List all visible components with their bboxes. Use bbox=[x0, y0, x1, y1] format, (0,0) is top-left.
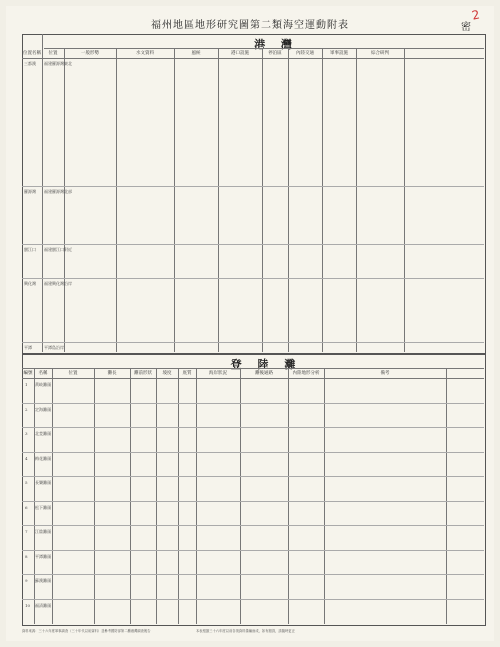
landing-row-no: 7 bbox=[25, 529, 28, 534]
document-title: 福州地區地形研究圖第二類海空運動附表 bbox=[151, 20, 349, 31]
landing-col-divider bbox=[288, 368, 289, 624]
red-stamp-mark: 2 bbox=[470, 7, 482, 23]
landing-row-divider bbox=[22, 574, 484, 575]
landing-row-name: 江陰灘頭 bbox=[35, 529, 51, 534]
landing-row-no: 5 bbox=[25, 480, 28, 485]
harbor-col-divider bbox=[262, 48, 263, 352]
harbor-table bbox=[22, 34, 486, 354]
harbor-col-divider bbox=[174, 48, 175, 352]
harbor-row-name: 閩江口 bbox=[24, 247, 36, 252]
landing-row-no: 6 bbox=[25, 504, 28, 510]
footer-note-right: 本表根據三十六年度以前各項資料彙編而成，如有錯誤，請隨時更正 bbox=[196, 629, 295, 633]
harbor-row-name: 平潭 bbox=[24, 345, 32, 350]
landing-col-header: 灘長 bbox=[107, 371, 117, 376]
landing-row-no: 2 bbox=[25, 406, 28, 412]
harbor-col-divider bbox=[288, 48, 289, 352]
landing-row-divider bbox=[22, 452, 484, 453]
landing-col-header: 內陸地形分析 bbox=[292, 371, 320, 376]
landing-col-header: 海岸狀況 bbox=[209, 371, 227, 376]
harbor-col-header: 一般形勢 bbox=[81, 51, 99, 56]
landing-col-divider bbox=[324, 368, 325, 624]
landing-row-name: 平潭灘頭 bbox=[35, 553, 51, 559]
landing-col-divider bbox=[94, 368, 95, 624]
landing-col-header: 灘後通路 bbox=[255, 371, 273, 376]
harbor-row-divider bbox=[22, 278, 484, 279]
harbor-row-location: 平潭島沿岸 bbox=[44, 345, 64, 350]
document-sheet bbox=[6, 6, 494, 641]
harbor-col-divider bbox=[42, 48, 43, 352]
landing-row-divider bbox=[22, 403, 484, 404]
harbor-row-location: 福建閩江口附近 bbox=[44, 247, 72, 252]
landing-row-name: 蘇澳灘頭 bbox=[35, 578, 51, 583]
harbor-col-header: 位置 bbox=[48, 51, 58, 56]
harbor-col-divider bbox=[404, 48, 405, 352]
harbor-col-divider bbox=[42, 34, 43, 48]
landing-row-name: 松下灘頭 bbox=[35, 504, 51, 510]
landing-row-name: 黃岐灘頭 bbox=[35, 382, 51, 387]
landing-row-name: 北茭灘頭 bbox=[35, 431, 51, 436]
harbor-row-divider bbox=[22, 186, 484, 187]
landing-row-divider bbox=[22, 427, 484, 428]
harbor-row-location: 福建興化灣沿岸 bbox=[44, 281, 72, 286]
landing-col-divider bbox=[156, 368, 157, 624]
harbor-row-location: 福建羅源灣北部 bbox=[44, 189, 72, 194]
landing-row-divider bbox=[22, 476, 484, 477]
landing-col-divider bbox=[130, 368, 131, 624]
harbor-col-divider bbox=[116, 48, 117, 352]
landing-col-divider bbox=[52, 368, 53, 624]
harbor-col-divider bbox=[322, 48, 323, 352]
landing-row-no: 3 bbox=[25, 431, 28, 436]
landing-col-divider bbox=[446, 368, 447, 624]
landing-col-header: 位置 bbox=[68, 371, 78, 376]
landing-row-no: 8 bbox=[25, 553, 28, 559]
landing-col-divider bbox=[178, 368, 179, 624]
secret-mark: 密 bbox=[461, 22, 471, 33]
landing-col-divider bbox=[240, 368, 241, 624]
landing-row-divider bbox=[22, 525, 484, 526]
harbor-row-location: 福建羅源灣東北 bbox=[44, 61, 72, 66]
harbor-row-divider bbox=[22, 244, 484, 245]
landing-row-name: 定海灘頭 bbox=[35, 406, 51, 412]
landing-col-header: 編號 bbox=[23, 371, 33, 376]
harbor-heading: 港 灣 bbox=[254, 38, 298, 51]
landing-row-name: 福清灘頭 bbox=[35, 602, 51, 608]
harbor-col-header: 停泊區 bbox=[268, 51, 282, 56]
landing-row-name: 長樂灘頭 bbox=[35, 480, 51, 485]
landing-col-header: 灘前形狀 bbox=[134, 371, 152, 376]
harbor-row-name: 羅源灣 bbox=[24, 189, 36, 194]
harbor-col-header: 軍事設施 bbox=[330, 51, 348, 56]
landing-col-header: 備考 bbox=[380, 371, 390, 376]
landing-row-name: 梅花灘頭 bbox=[35, 455, 51, 461]
landing-table bbox=[22, 354, 486, 626]
footer-note-left: 資料來源：三十六年度軍事調查（三十年代以前資料）並參考國防部第二廳港灣調查報告 bbox=[22, 629, 151, 633]
harbor-col-header: 位置名稱 bbox=[23, 51, 41, 56]
landing-col-header: 坡度 bbox=[162, 371, 172, 376]
landing-col-header: 名稱 bbox=[38, 371, 48, 376]
harbor-col-divider bbox=[356, 48, 357, 352]
harbor-row-name: 三都澳 bbox=[24, 61, 36, 66]
harbor-col-header: 水文資料 bbox=[136, 51, 154, 56]
landing-row-no: 1 bbox=[25, 382, 28, 387]
landing-heading: 登 陸 灘 bbox=[230, 358, 302, 371]
landing-row-no: 10 bbox=[25, 602, 31, 608]
landing-row-no: 4 bbox=[25, 455, 28, 461]
landing-row-no: 9 bbox=[25, 578, 28, 583]
landing-row-divider bbox=[22, 501, 484, 502]
harbor-col-header: 內陸交通 bbox=[296, 51, 314, 56]
landing-col-header: 底質 bbox=[182, 371, 192, 376]
harbor-col-divider bbox=[64, 48, 65, 352]
harbor-col-header: 綜合研判 bbox=[371, 51, 389, 56]
harbor-col-divider bbox=[218, 48, 219, 352]
harbor-row-name: 興化灣 bbox=[24, 281, 36, 286]
harbor-col-header: 港口設施 bbox=[231, 51, 249, 56]
landing-row-divider bbox=[22, 550, 484, 551]
harbor-col-header: 風候 bbox=[191, 51, 201, 56]
landing-row-divider bbox=[22, 599, 484, 600]
harbor-row-divider bbox=[22, 342, 484, 343]
landing-col-divider bbox=[196, 368, 197, 624]
